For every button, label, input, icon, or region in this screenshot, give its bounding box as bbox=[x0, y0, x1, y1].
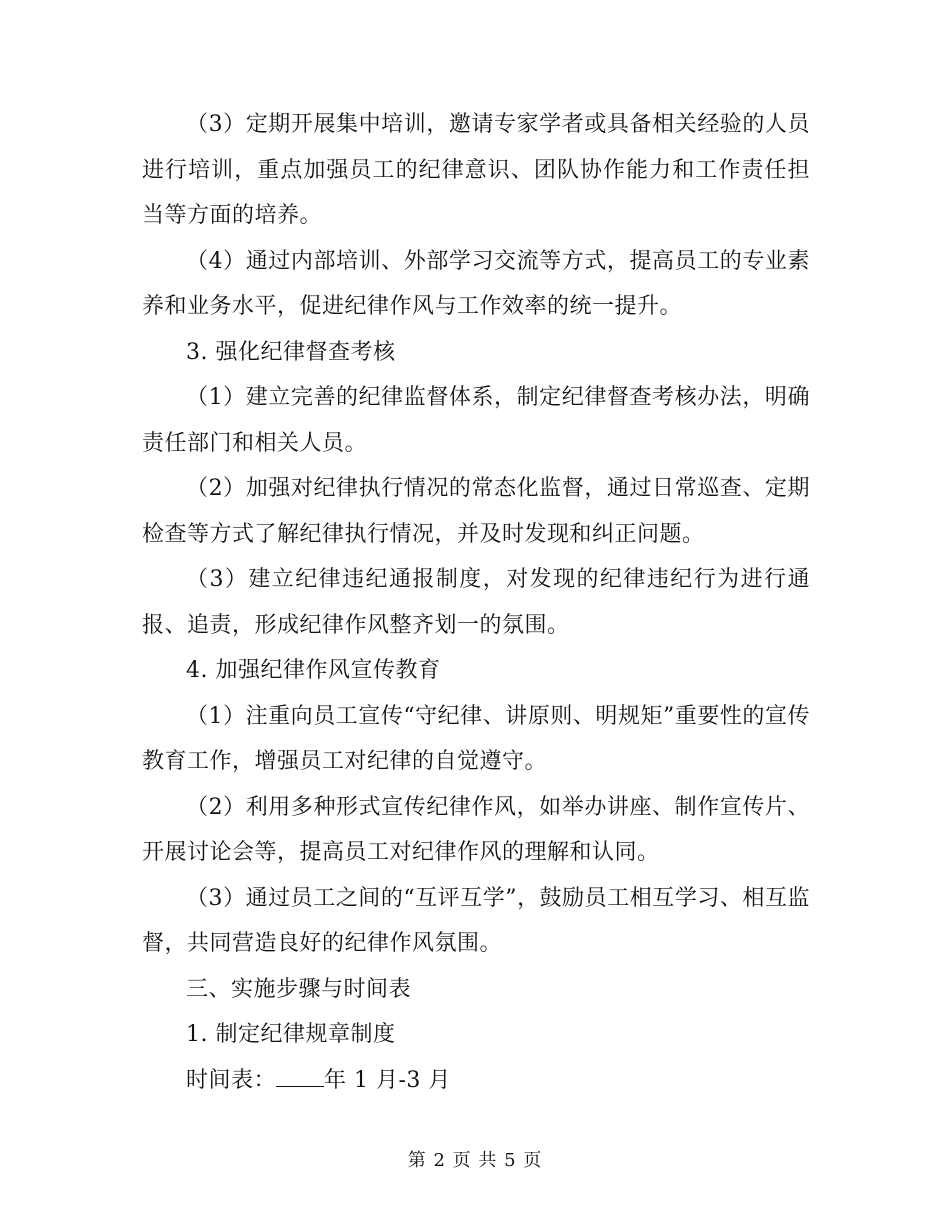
paragraph: （4）通过内部培训、外部学习交流等方式，提高员工的专业素养和业务水平，促进纪律作风与工作效率的统一提升。 bbox=[142, 248, 810, 319]
paragraph: （2）加强对纪律执行情况的常态化监督，通过日常巡查、定期检查等方式了解纪律执行情况，并及时发现和纠正问题。 bbox=[142, 476, 810, 547]
page-footer: 第 2 页 共 5 页 bbox=[407, 1150, 543, 1171]
paragraph: （3）通过员工之间的“互评互学”，鼓励员工相互学习、相互监督，共同营造良好的纪律作风氛围。 bbox=[142, 885, 810, 956]
section-heading: 3. 强化纪律督查考核 bbox=[186, 339, 396, 365]
paragraph: （3）建立纪律违纪通报制度，对发现的纪律违纪行为进行通报、追责，形成纪律作风整齐划一的氛围。 bbox=[142, 567, 810, 638]
section-heading: 1. 制定纪律规章制度 bbox=[186, 1022, 396, 1047]
schedule-value: 年 1 月-3 月 bbox=[324, 1067, 451, 1093]
paragraph: （3）定期开展集中培训，邀请专家学者或具备相关经验的人员进行培训，重点加强员工的纪律意识、团队协作能力和工作责任担当等方面的培养。 bbox=[142, 112, 810, 228]
paragraph: （1）建立完善的纪律监督体系，制定纪律督查考核办法，明确责任部门和相关人员。 bbox=[142, 385, 810, 456]
paragraph: （2）利用多种形式宣传纪律作风，如举办讲座、制作宣传片、开展讨论会等，提高员工对纪律作风的理解和认同。 bbox=[142, 794, 810, 865]
chapter-heading: 三、实施步骤与时间表 bbox=[186, 976, 412, 1002]
schedule-label: 时间表： bbox=[186, 1067, 277, 1093]
year-blank bbox=[276, 1068, 324, 1087]
schedule-line bbox=[142, 1058, 810, 1104]
document-body bbox=[142, 102, 810, 1103]
section-heading: 4. 加强纪律作风宣传教育 bbox=[186, 658, 441, 683]
paragraph: （1）注重向员工宣传“守纪律、讲原则、明规矩”重要性的宣传教育工作，增强员工对纪律的自觉遵守。 bbox=[142, 703, 810, 774]
